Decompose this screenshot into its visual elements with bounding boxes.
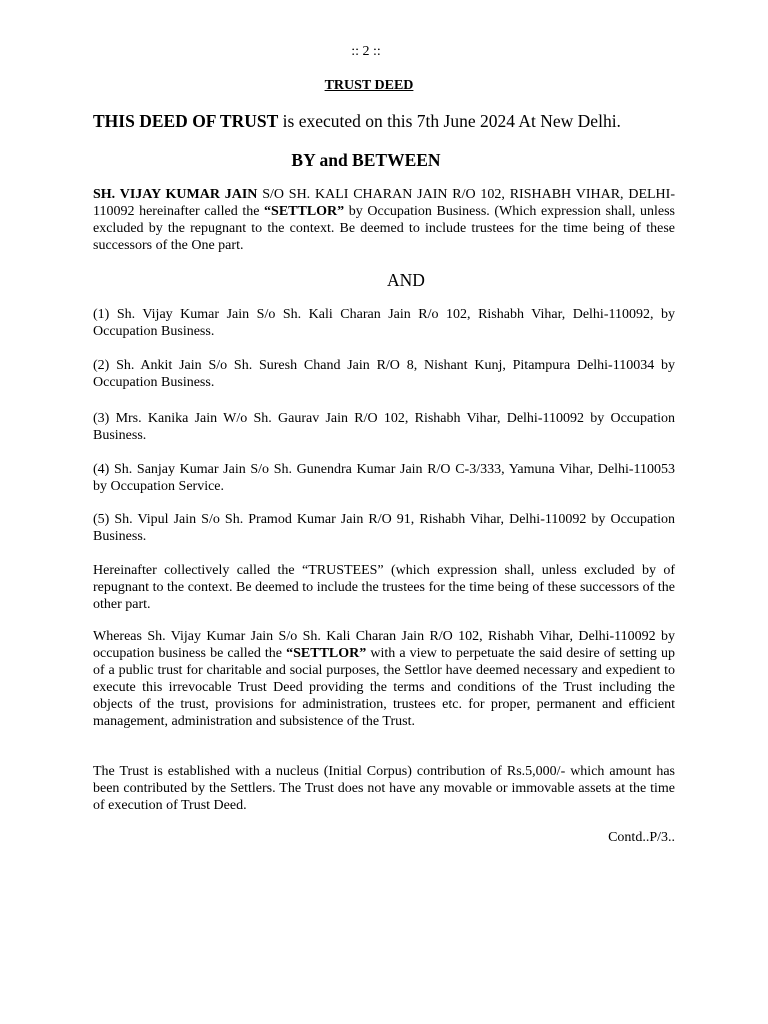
trustee-item-2: (2) Sh. Ankit Jain S/o Sh. Suresh Chand Jain R/O 8, Nishant Kunj, Pitampura Delhi-110034 by Occupation Business. (93, 358, 675, 390)
trustee-item-4: (4) Sh. Sanjay Kumar Jain S/o Sh. Gunendra Kumar Jain R/O C-3/333, Yamuna Vihar, Delhi-110053 by Occupation Service. (93, 462, 675, 494)
settlor-text-1: S/O SH. KALI CHARAN JAIN R/O 102, RISHABH VIHAR, DELHI-110092 hereinafter called the (93, 187, 675, 219)
document-title: TRUST DEED (324, 78, 414, 93)
by-and-between-heading: BY and BETWEEN (291, 150, 441, 170)
trustees-definition-paragraph: Hereinafter collectively called the “TRUSTEES” (which expression shall, unless excluded by of repugnant to the context. Be deemed to include the trustees for the time being of these successors of the other part. (93, 563, 675, 612)
corpus-paragraph: The Trust is established with a nucleus (Initial Corpus) contribution of Rs.5,000/- which amount has been contributed by the Settlers. The Trust does not have any movable or immovable assets at the time of execution of Trust Deed. (93, 764, 675, 813)
settlor-text-2: by Occupation Business. (Which expression shall, unless excluded by the repugnant to the context. Be deemed to include trustees for the time being of these successors of the One part. (93, 204, 675, 253)
whereas-settlor-term: “SETTLOR” (286, 646, 367, 661)
intro-bold: THIS DEED OF TRUST (93, 111, 279, 131)
intro-rest: is executed on this 7th June 2024 At New Delhi. (278, 111, 621, 131)
and-heading: AND (387, 270, 425, 290)
trustee-item-5: (5) Sh. Vipul Jain S/o Sh. Pramod Kumar Jain R/O 91, Rishabh Vihar, Delhi-110092 by Occupation Business. (93, 512, 675, 544)
whereas-text-1: Whereas Sh. Vijay Kumar Jain S/o Sh. Kali Charan Jain R/O 102, Rishabh Vihar, Delhi-110092 by occupation business be called the (93, 629, 675, 661)
whereas-text-2: with a view to perpetuate the said desire of setting up of a public trust for charitable and social purposes, the Settlor have deemed necessary and expedient to execute this irrevocable Trust Deed providing the terms and conditions of the Trust including the objects of the trust, provisions for administration, trustees etc. for proper, permanent and efficient management, administration and subsistence of the Trust. (93, 646, 675, 729)
whereas-paragraph (93, 628, 675, 730)
continued-note: Contd..P/3.. (608, 830, 675, 845)
settlor-name: SH. VIJAY KUMAR JAIN (93, 187, 258, 202)
intro-line (93, 111, 653, 132)
trustee-item-1: (1) Sh. Vijay Kumar Jain S/o Sh. Kali Charan Jain R/o 102, Rishabh Vihar, Delhi-110092, by Occupation Business. (93, 307, 675, 339)
trustee-item-3: (3) Mrs. Kanika Jain W/o Sh. Gaurav Jain R/O 102, Rishabh Vihar, Delhi-110092 by Occupation Business. (93, 411, 675, 443)
settlor-paragraph (93, 186, 675, 254)
settlor-term: “SETTLOR” (264, 204, 345, 219)
page-number: :: 2 :: (351, 44, 381, 59)
